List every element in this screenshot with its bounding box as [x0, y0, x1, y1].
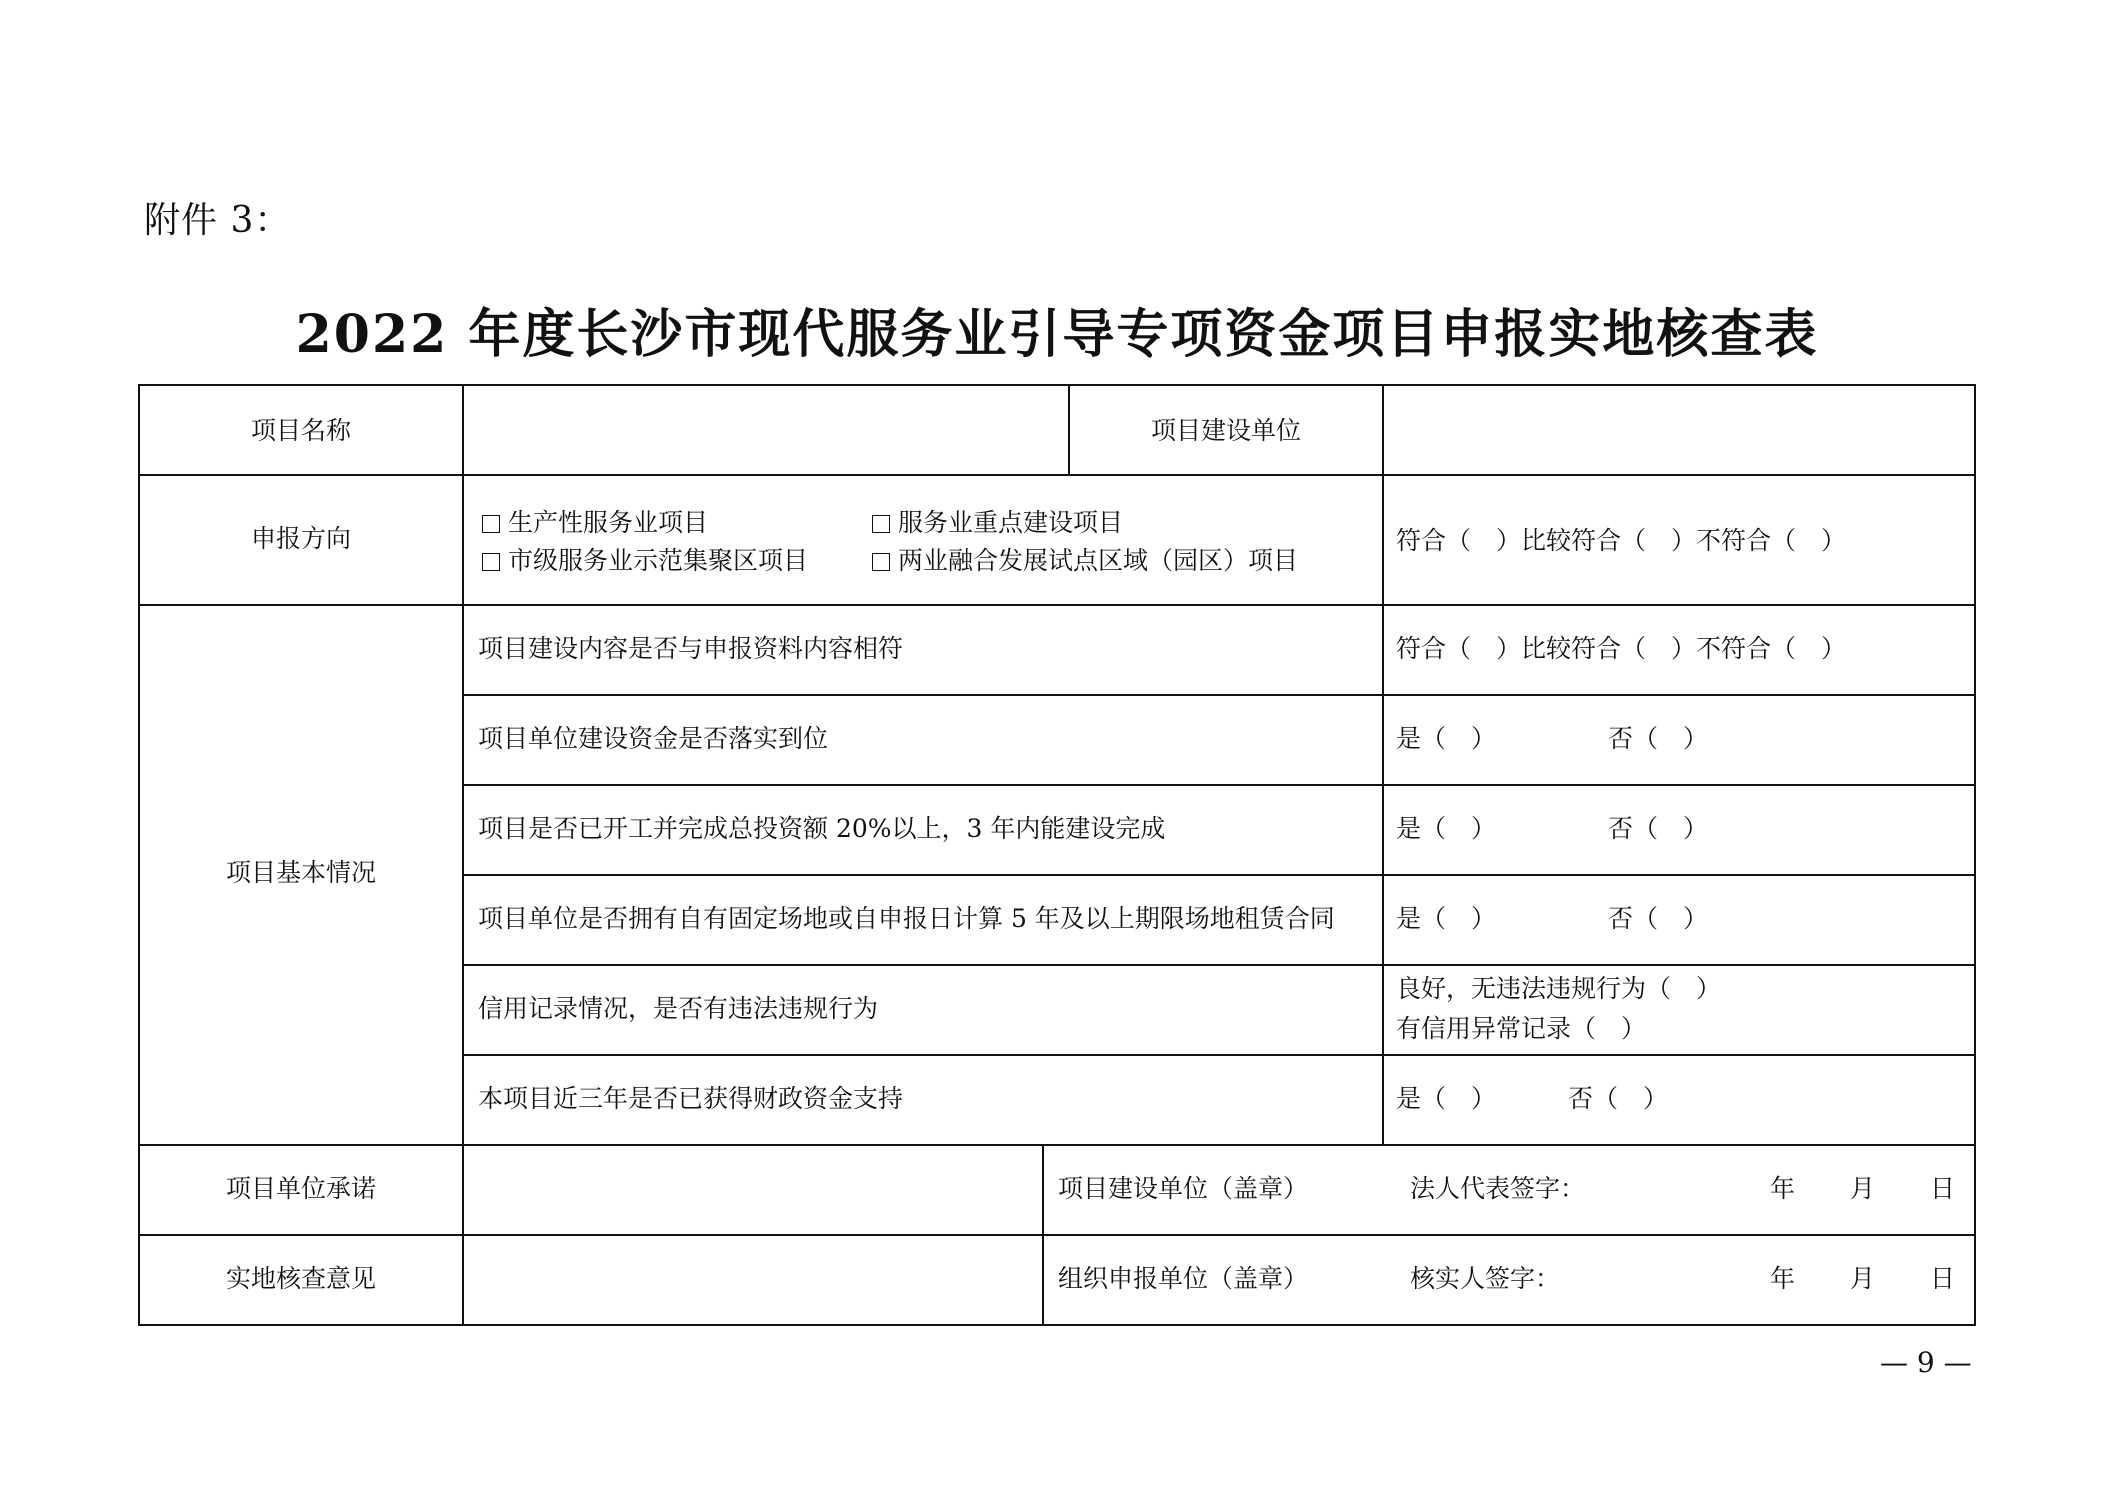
- option-demo-cluster[interactable]: 市级服务业示范集聚区项目: [482, 546, 808, 576]
- unit-commitment-label: 项目单位承诺: [225, 1174, 376, 1203]
- question-funds-in-place: 项目单位建设资金是否落实到位: [478, 724, 829, 753]
- date-day: 日: [1930, 1174, 1956, 1203]
- answer-no: 否（ ）: [1608, 904, 1709, 933]
- date-day: 日: [1930, 1264, 1956, 1293]
- answer-no: 否（ ）: [1608, 814, 1709, 843]
- page-title: 2022 年度长沙市现代服务业引导专项资金项目申报实地核查表: [295, 304, 1819, 365]
- empty-checkbox-icon[interactable]: [872, 515, 890, 533]
- question-content-match: 项目建设内容是否与申报资料内容相符: [478, 634, 904, 663]
- organizing-unit-seal: 组织申报单位（盖章）: [1058, 1264, 1309, 1293]
- option-integration-pilot[interactable]: 两业融合发展试点区域（园区）项目: [872, 546, 1298, 576]
- answer-content-match: 符合（ ）比较符合（ ）不符合（ ）: [1396, 634, 1847, 663]
- date-month: 月: [1850, 1264, 1876, 1293]
- onsite-opinion-label: 实地核查意见: [225, 1264, 376, 1293]
- answer-good-record: 良好，无违法违规行为（ ）: [1396, 974, 1722, 1003]
- empty-checkbox-icon[interactable]: [482, 515, 500, 533]
- attachment-label: 附件 3：: [144, 200, 292, 241]
- answer-yes: 是（ ）: [1396, 1084, 1497, 1113]
- direction-result: 符合（ ）比较符合（ ）不符合（ ）: [1396, 526, 1847, 555]
- page-number: — 9 —: [1880, 1346, 1972, 1379]
- empty-checkbox-icon[interactable]: [482, 553, 500, 571]
- date-year: 年: [1770, 1174, 1796, 1203]
- construction-unit-seal: 项目建设单位（盖章）: [1058, 1174, 1309, 1203]
- application-direction-label: 申报方向: [250, 524, 351, 553]
- option-productive-services[interactable]: 生产性服务业项目: [482, 508, 708, 538]
- project-name-label: 项目名称: [250, 416, 351, 445]
- date-year: 年: [1770, 1264, 1796, 1293]
- answer-abnormal-record: 有信用异常记录（ ）: [1396, 1014, 1647, 1043]
- option-key-construction[interactable]: 服务业重点建设项目: [872, 508, 1123, 538]
- verifier-signature: 核实人签字：: [1410, 1264, 1561, 1293]
- question-construction-started: 项目是否已开工并完成总投资额 20%以上，3 年内能建设完成: [478, 814, 1166, 843]
- question-fiscal-support: 本项目近三年是否已获得财政资金支持: [478, 1084, 904, 1113]
- question-fixed-site: 项目单位是否拥有自有固定场地或自申报日计算 5 年及以上期限场地租赁合同: [478, 904, 1335, 933]
- legal-rep-signature: 法人代表签字：: [1410, 1174, 1586, 1203]
- answer-yes: 是（ ）: [1396, 904, 1497, 933]
- answer-no: 否（ ）: [1568, 1084, 1669, 1113]
- inspection-form-table: [138, 384, 1976, 1326]
- question-credit-record: 信用记录情况，是否有违法违规行为: [478, 994, 879, 1023]
- answer-yes: 是（ ）: [1396, 814, 1497, 843]
- answer-no: 否（ ）: [1608, 724, 1709, 753]
- construction-unit-label: 项目建设单位: [1150, 416, 1301, 445]
- basic-situation-label: 项目基本情况: [225, 858, 376, 887]
- empty-checkbox-icon[interactable]: [872, 553, 890, 571]
- answer-yes: 是（ ）: [1396, 724, 1497, 753]
- date-month: 月: [1850, 1174, 1876, 1203]
